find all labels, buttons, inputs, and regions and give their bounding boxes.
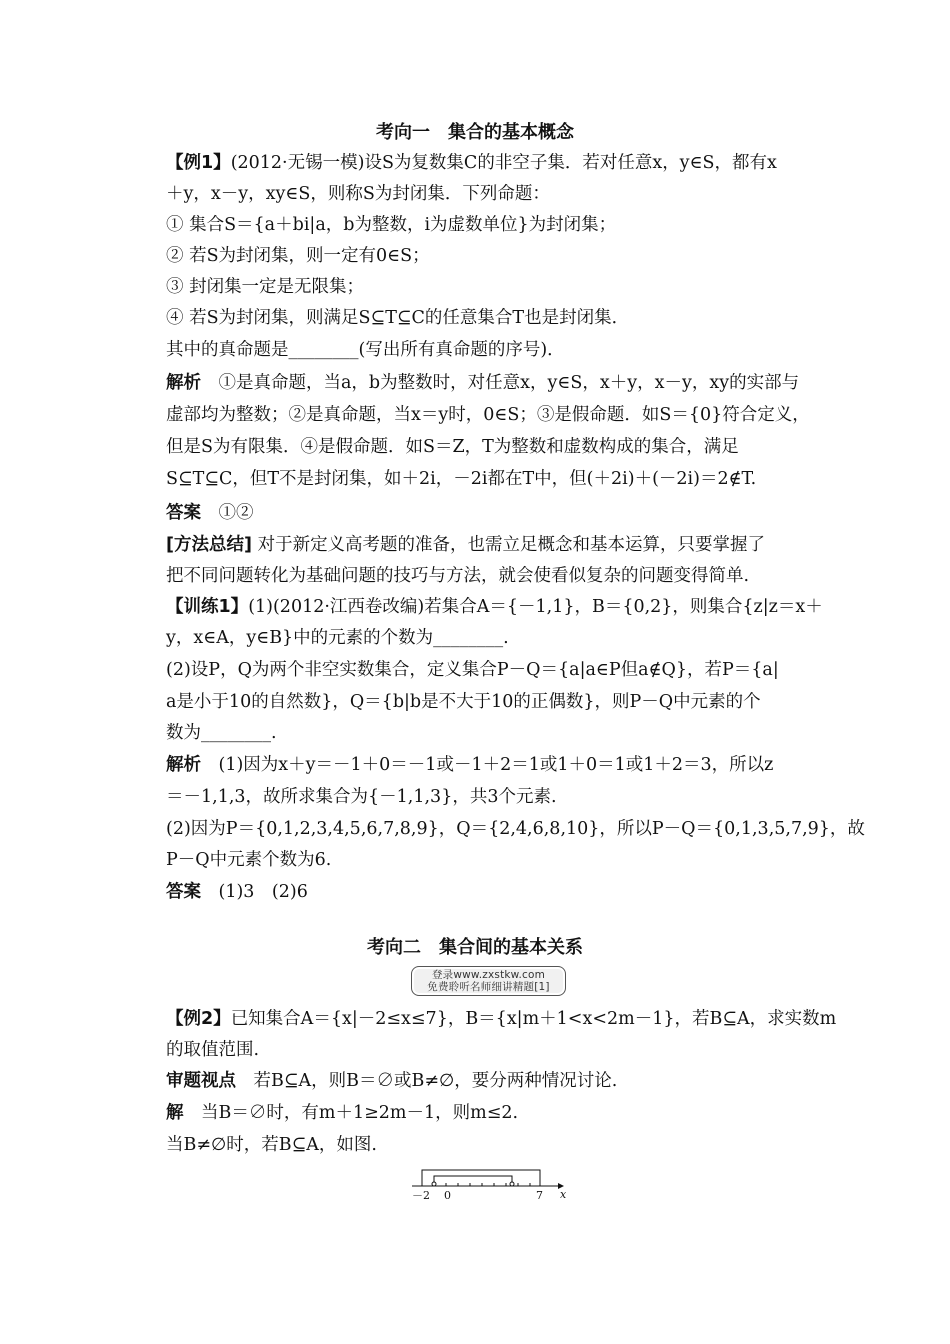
example-1-line-2: ＋y，x－y，xy∈S，则称S为封闭集．下列命题：: [166, 184, 550, 204]
analysis-2-text: (1)因为x＋y＝－1＋0＝－1或－1＋2＝1或1＋0＝1或1＋2＝3，所以z: [201, 755, 774, 775]
tick-label-minus-2: －2: [412, 1189, 430, 1202]
analysis-2-line-4: P－Q中元素个数为6.: [166, 850, 332, 870]
lecture-link-url[interactable]: 登录www.zxstkw.com: [431, 969, 546, 981]
example-1-label: 【例1】: [166, 153, 231, 173]
analysis-1-line-1: [166, 370, 816, 396]
viewpoint-text: 若B⊆A，则B＝∅或B≠∅，要分两种情况讨论.: [236, 1071, 618, 1091]
statement-1: ① 集合S＝{a＋bi|a，b为整数，i为虚数单位}为封闭集；: [166, 215, 617, 235]
set-a-bracket: [422, 1170, 540, 1186]
analysis-2-line-1: [166, 752, 816, 778]
set-b-left-open-point: [432, 1182, 436, 1186]
example-2-text: 已知集合A＝{x|－2≤x≤7}，B＝{x|m＋1<x<2m－1}，若B⊆A，求实数m: [230, 1009, 837, 1029]
solution-text: 当B＝∅时，有m＋1≥2m－1，则m≤2.: [183, 1103, 519, 1123]
method-summary-line-2: 把不同问题转化为基础问题的技巧与方法，就会使看似复杂的问题变得简单.: [166, 566, 750, 586]
viewpoint-label: 审题视点: [166, 1071, 236, 1091]
tick-label-0: 0: [444, 1189, 451, 1202]
analysis-1-line-4: S⊆T⊆C，但T不是封闭集，如＋2i，－2i都在T中，但(＋2i)＋(－2i)＝2∉T.: [166, 469, 757, 489]
answer-1-value: ①②: [201, 503, 254, 523]
answer-2-label: 答案: [166, 882, 201, 902]
solution-label: 解: [166, 1103, 184, 1123]
analysis-1-line-3: 但是S为有限集．④是假命题．如S＝Z，T为整数和虚数构成的集合，满足: [166, 437, 739, 457]
method-summary-line-1: [166, 532, 816, 558]
number-line-figure: [410, 1164, 580, 1204]
analysis-2-label: 解析: [166, 755, 201, 775]
analysis-1-text: ①是真命题，当a，b为整数时，对任意x，y∈S，x＋y，x－y，xy的实部与: [201, 373, 800, 393]
axis-label-x: x: [560, 1188, 567, 1201]
training-1-line-5: 数为________.: [166, 723, 277, 743]
example-1-text: (2012·无锡一模)设S为复数集C的非空子集．若对任意x，y∈S，都有x: [230, 153, 777, 173]
training-1-line-1: [166, 594, 823, 620]
section-heading-2: 考向二 集合间的基本关系: [367, 937, 583, 958]
statement-4: ④ 若S为封闭集，则满足S⊆T⊆C的任意集合T也是封闭集．: [166, 308, 630, 328]
answer-2-value: (1)3 (2)6: [201, 882, 308, 902]
statement-2: ② 若S为封闭集，则一定有0∈S；: [166, 246, 430, 266]
lecture-link-badge[interactable]: [411, 966, 566, 996]
statement-3: ③ 封闭集一定是无限集；: [166, 277, 365, 297]
lecture-link-caption: 免费聆听名师细讲精题[1]: [427, 981, 550, 993]
analysis-1-label: 解析: [166, 373, 201, 393]
example-1-question: 其中的真命题是________(写出所有真命题的序号)．: [166, 340, 565, 360]
method-summary-text: 对于新定义高考题的准备，也需立足概念和基本运算，只要掌握了: [252, 535, 766, 555]
training-1-label: 【训练1】: [166, 597, 249, 617]
training-1-line-2: y，x∈A，y∈B}中的元素的个数为________.: [166, 628, 509, 648]
answer-2: [166, 879, 816, 905]
example-2-line-2: 的取值范围.: [166, 1040, 260, 1060]
example-2-line-1: [166, 1006, 837, 1032]
solution-line-1: [166, 1100, 816, 1126]
example-1-line-1: [166, 150, 816, 176]
solution-line-2: 当B≠∅时，若B⊆A，如图.: [166, 1135, 377, 1155]
example-2-label: 【例2】: [166, 1009, 231, 1029]
answer-1-label: 答案: [166, 503, 201, 523]
training-1-text: (1)(2012·江西卷改编)若集合A＝{－1,1}，B＝{0,2}，则集合{z|z＝x＋: [248, 597, 823, 617]
answer-1: [166, 500, 816, 526]
analysis-2-line-3: (2)因为P＝{0,1,2,3,4,5,6,7,8,9}，Q＝{2,4,6,8,10}，所以P－Q＝{0,1,3,5,7,9}，故: [166, 819, 865, 839]
viewpoint-line: [166, 1068, 816, 1094]
method-summary-label: [方法总结]: [166, 535, 252, 555]
analysis-2-line-2: ＝－1,1,3，故所求集合为{－1,1,3}，共3个元素.: [166, 787, 557, 807]
analysis-1-line-2: 虚部均为整数；②是真命题，当x＝y时，0∈S；③是假命题．如S＝{0}符合定义，: [166, 405, 810, 425]
set-b-right-open-point: [510, 1182, 514, 1186]
tick-label-7: 7: [536, 1189, 543, 1202]
training-1-line-4: a是小于10的自然数}，Q＝{b|b是不大于10的正偶数}，则P－Q中元素的个: [166, 692, 761, 712]
section-heading-1: 考向一 集合的基本概念: [376, 122, 574, 143]
training-1-line-3: (2)设P，Q为两个非空实数集合，定义集合P－Q＝{a|a∈P但a∉Q}，若P＝{a|: [166, 660, 779, 680]
